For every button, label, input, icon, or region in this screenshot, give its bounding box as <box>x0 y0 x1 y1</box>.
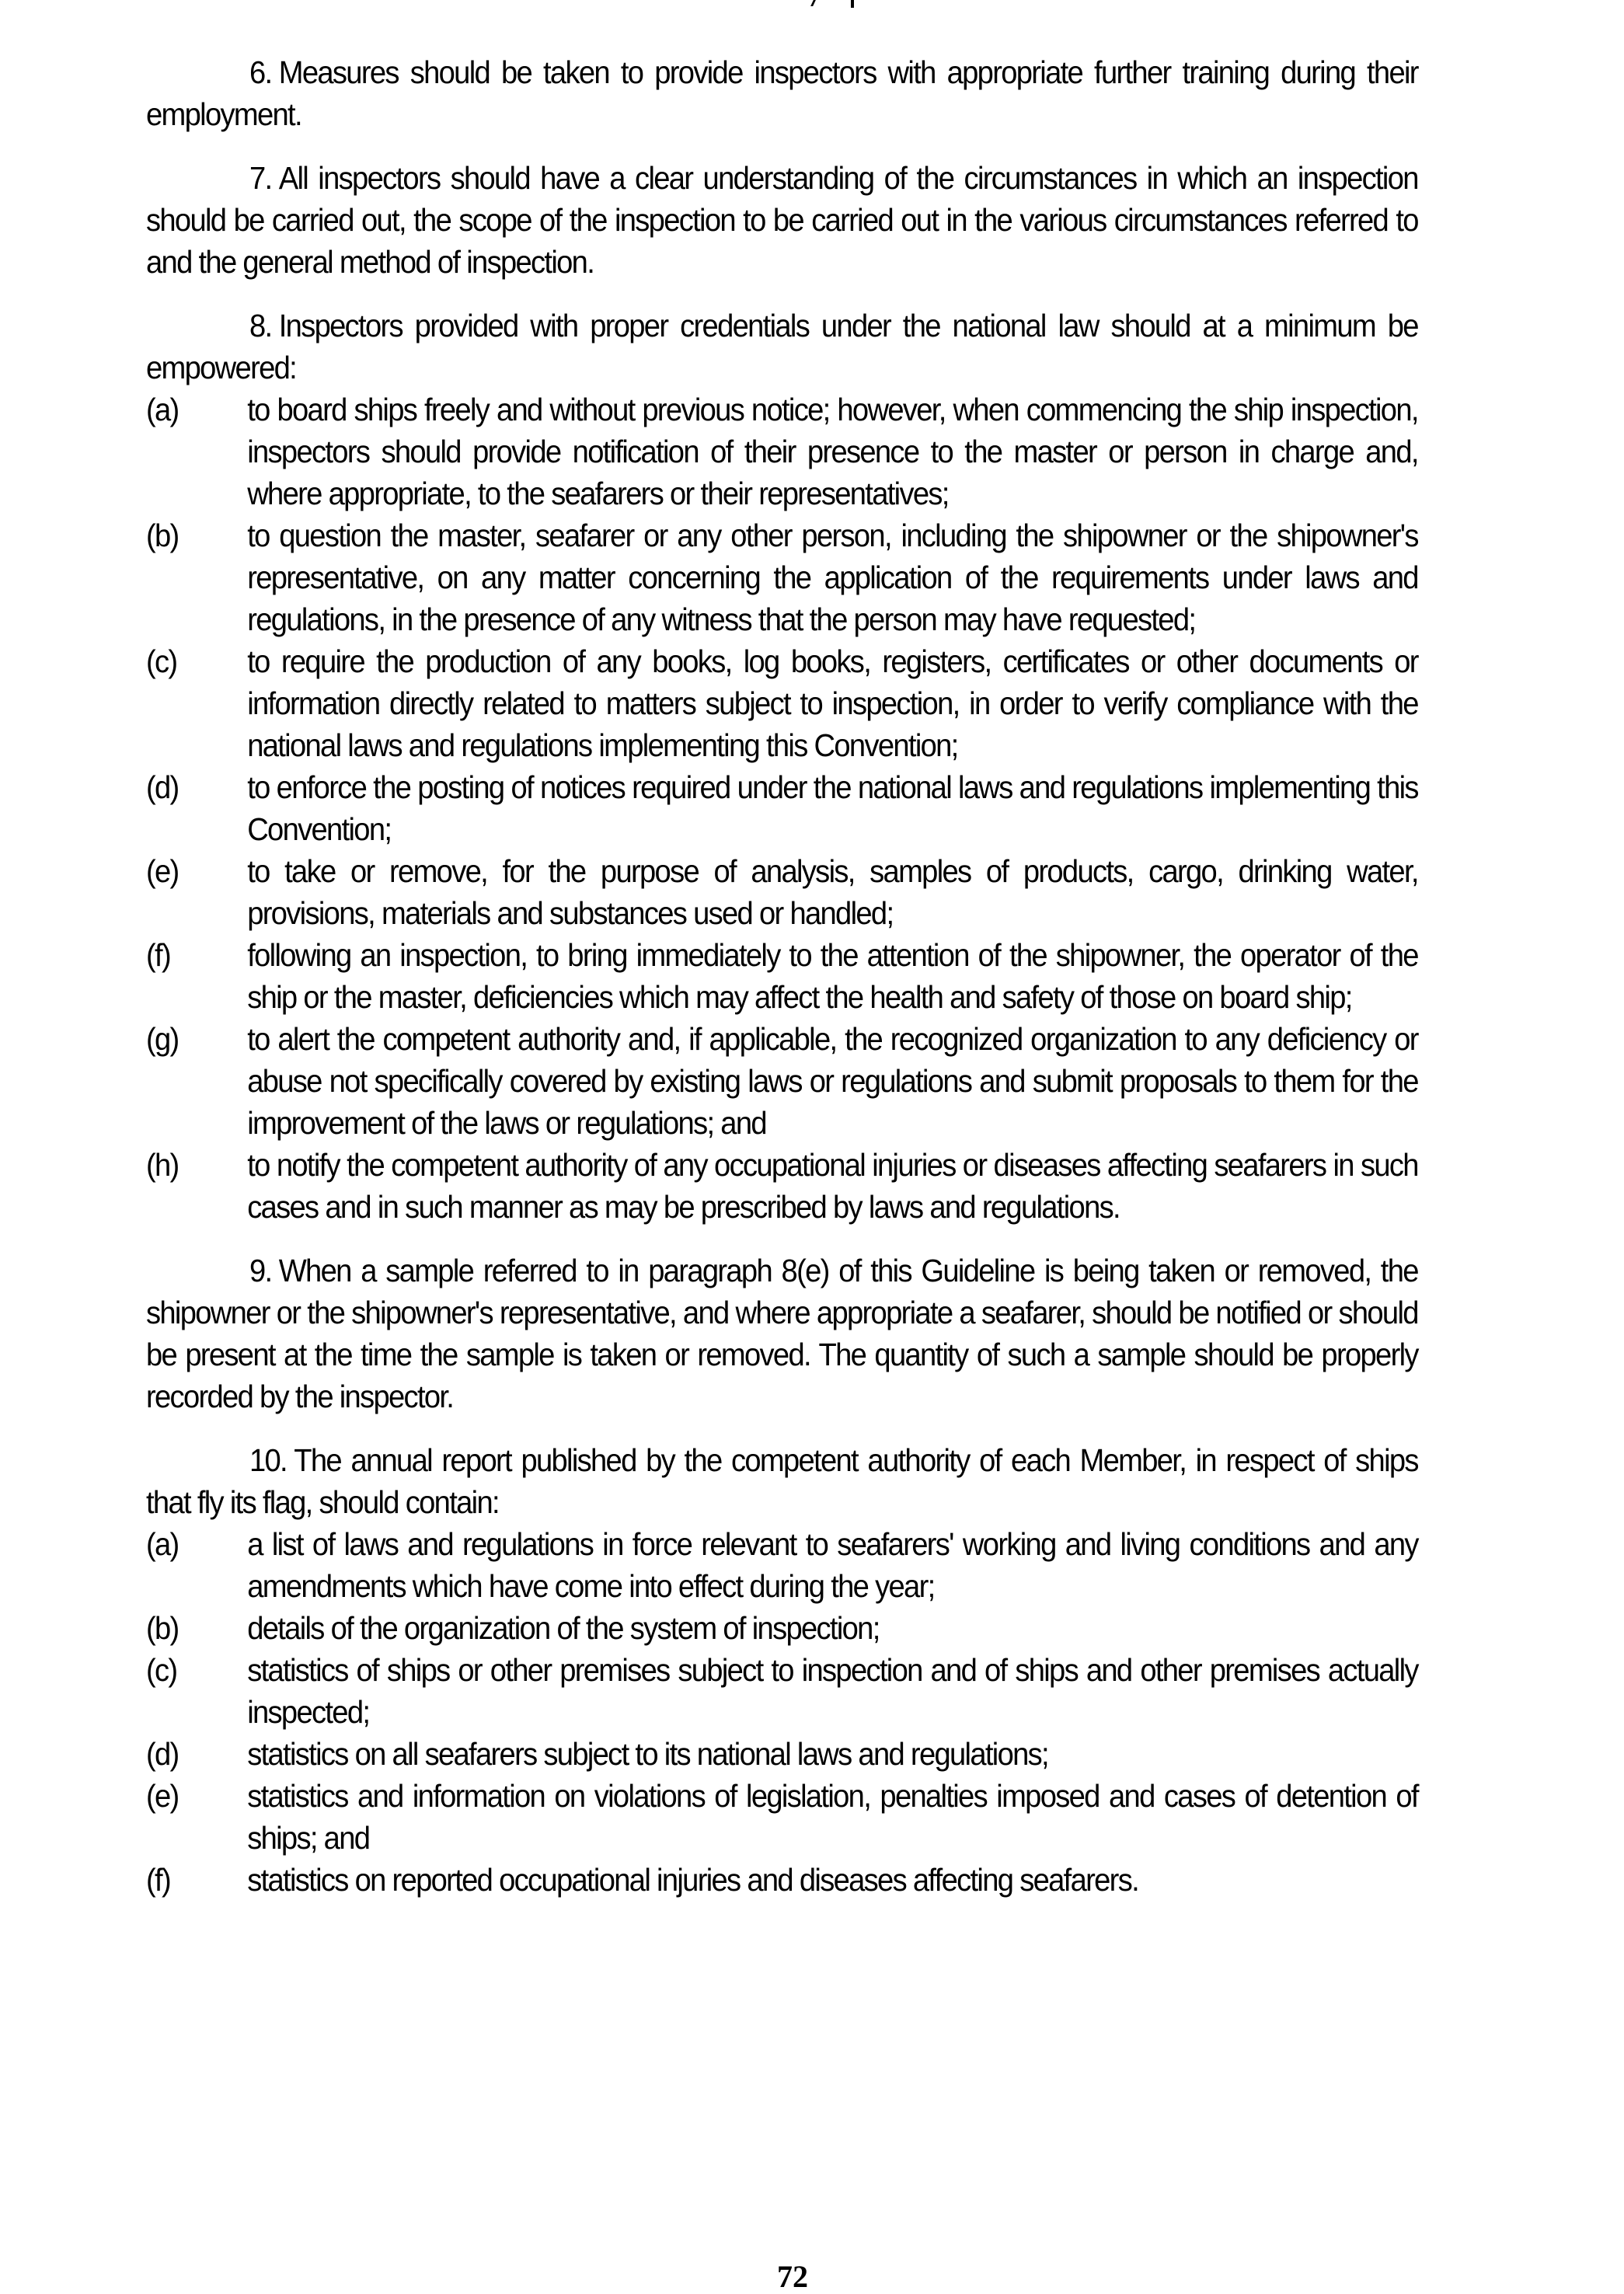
list-item-text: statistics on reported occupational injuries and diseases affecting seafarers. <box>247 1862 1139 1898</box>
list-item <box>146 1607 1418 1649</box>
list-item-label: (e) <box>146 853 179 889</box>
list-item-text: to alert the competent authority and, if applicable, the recognized organization to any deficiency or abuse not specifically covered by existing laws or regulations and submit proposals to them for the improvement of the laws or regulations; and <box>247 1021 1418 1141</box>
list-item <box>146 934 1418 1018</box>
document-body <box>146 51 1418 1923</box>
paragraph-number: 9. <box>249 1253 272 1288</box>
list-item-text: details of the organization of the system of inspection; <box>247 1610 880 1646</box>
list-item <box>146 1775 1418 1859</box>
list-item <box>146 1649 1418 1733</box>
paragraph-number: 7. <box>249 160 272 196</box>
paragraph-10-list <box>146 1523 1418 1901</box>
list-item-label: (b) <box>146 518 179 553</box>
list-item-text: statistics and information on violations of legislation, penalties imposed and cases of detention of ships; and <box>247 1778 1418 1856</box>
header-fragment-mark <box>812 0 859 9</box>
paragraph-7 <box>146 157 1418 283</box>
list-item-label: (a) <box>146 392 179 427</box>
paragraph-9 <box>146 1250 1418 1417</box>
list-item-label: (f) <box>146 937 170 973</box>
list-item-label: (a) <box>146 1526 179 1562</box>
list-item-label: (g) <box>146 1021 179 1057</box>
list-item-label: (c) <box>146 1652 177 1688</box>
list-item-text: to enforce the posting of notices required under the national laws and regulations implementing this Convention; <box>247 769 1418 847</box>
list-item-label: (d) <box>146 769 179 805</box>
list-item-text: following an inspection, to bring immediately to the attention of the shipowner, the operator of the ship or the master, deficiencies which may affect the health and safety of those on board ship; <box>247 937 1418 1015</box>
header-mark-stroke <box>810 0 816 6</box>
list-item-label: (d) <box>146 1736 179 1772</box>
list-item-label: (b) <box>146 1610 179 1646</box>
list-item-text: to board ships freely and without previous notice; however, when commencing the ship inspection, inspectors should provide notification of their presence to the master or person in charge and, where appropriate, to the seafarers or their representatives; <box>247 392 1418 511</box>
header-mark-stroke <box>851 0 854 8</box>
list-item <box>146 1144 1418 1228</box>
paragraph-text: Inspectors provided with proper credentials under the national law should at a minimum be empowered: <box>146 308 1418 385</box>
paragraph-8-list <box>146 389 1418 1228</box>
list-item <box>146 1859 1418 1901</box>
paragraph-text: When a sample referred to in paragraph 8(e) of this Guideline is being taken or removed, the shipowner or the shipowner's representative, and where appropriate a seafarer, should be notified or should be present at the time the sample is taken or removed. The quantity of such a sample should be properly recorded by the inspector. <box>146 1253 1418 1414</box>
list-item <box>146 389 1418 514</box>
list-item <box>146 850 1418 934</box>
paragraph-10 <box>146 1439 1418 1523</box>
list-item-label: (h) <box>146 1147 179 1183</box>
paragraph-8 <box>146 305 1418 389</box>
paragraph-text: All inspectors should have a clear understanding of the circumstances in which an inspection should be carried out, the scope of the inspection to be carried out in the various circumstances referred to and the general method of inspection. <box>146 160 1418 280</box>
paragraph-text: The annual report published by the competent authority of each Member, in respect of ships that fly its flag, should contain: <box>146 1442 1418 1520</box>
list-item-label: (c) <box>146 643 177 679</box>
paragraph-text: Measures should be taken to provide inspectors with appropriate further training during their employment. <box>146 54 1418 132</box>
list-item <box>146 514 1418 640</box>
paragraph-number: 8. <box>249 308 272 343</box>
list-item-text: statistics on all seafarers subject to its national laws and regulations; <box>247 1736 1048 1772</box>
list-item-label: (f) <box>146 1862 170 1898</box>
list-item-text: to take or remove, for the purpose of analysis, samples of products, cargo, drinking water, provisions, materials and substances used or handled; <box>247 853 1418 931</box>
list-item <box>146 1018 1418 1144</box>
list-item-label: (e) <box>146 1778 179 1814</box>
paragraph-number: 6. <box>249 54 272 90</box>
list-item <box>146 766 1418 850</box>
list-item-text: to question the master, seafarer or any other person, including the shipowner or the shipowner's representative, on any matter concerning the application of the requirements under laws and regulations, in the presence of any witness that the person may have requested; <box>247 518 1418 637</box>
paragraph-number: 10. <box>249 1442 287 1478</box>
list-item-text: a list of laws and regulations in force relevant to seafarers' working and living conditions and any amendments which have come into effect during the year; <box>247 1526 1418 1604</box>
list-item <box>146 1733 1418 1775</box>
paragraph-6 <box>146 51 1418 135</box>
list-item-text: to require the production of any books, log books, registers, certificates or other documents or information directly related to matters subject to inspection, in order to verify compliance with the national laws and regulations implementing this Convention; <box>247 643 1418 763</box>
list-item-text: statistics of ships or other premises subject to inspection and of ships and other premises actually inspected; <box>247 1652 1418 1730</box>
list-item-text: to notify the competent authority of any occupational injuries or diseases affecting seafarers in such cases and in such manner as may be prescribed by laws and regulations. <box>247 1147 1418 1225</box>
page-number: 72 <box>777 2259 808 2294</box>
list-item <box>146 640 1418 766</box>
list-item <box>146 1523 1418 1607</box>
